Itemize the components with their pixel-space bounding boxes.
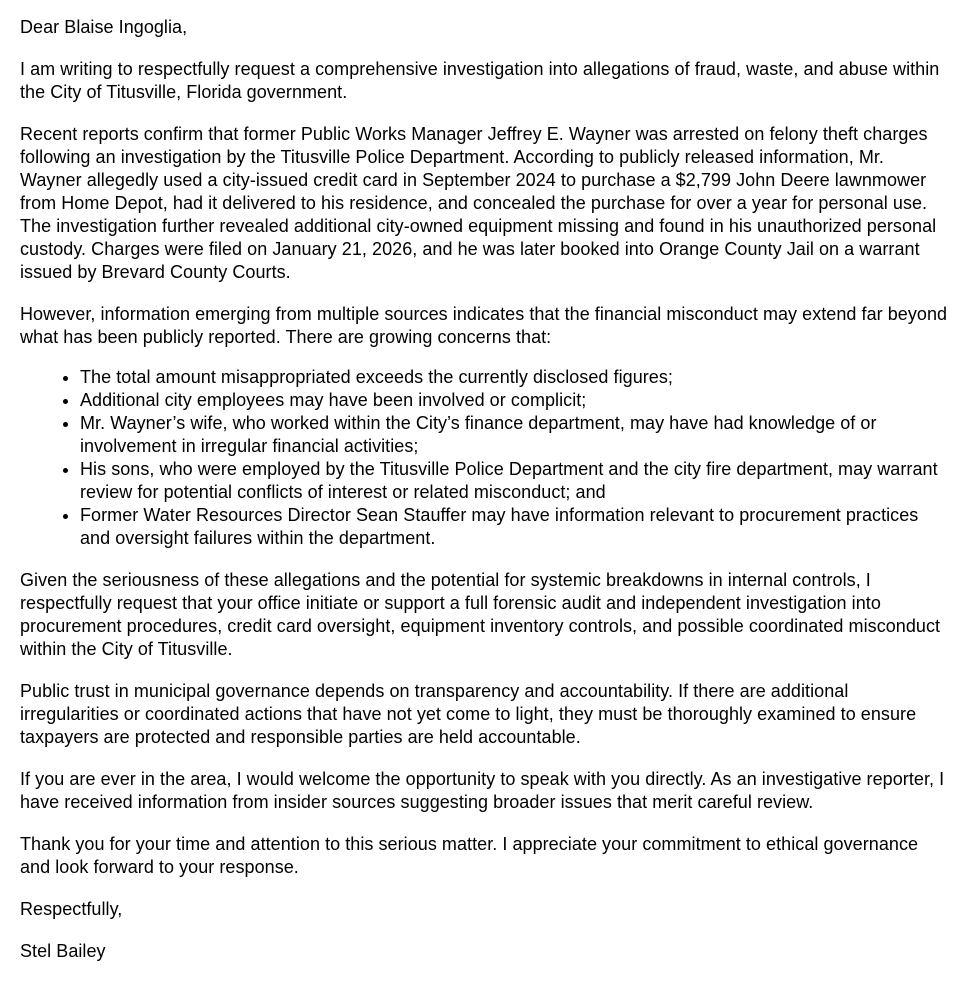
signature-name: Stel Bailey (20, 941, 106, 961)
thank-you-paragraph: Thank you for your time and attention to this serious matter. I appreciate your commitment to ethical governance and look forward to your response. (20, 834, 919, 877)
background-paragraph: Recent reports confirm that former Public Works Manager Jeffrey E. Wayner was arrested on felony theft charges following an investigation by the Titusville Police Department. According to publicly released information, Mr. Wayner allegedly used a city-issued credit card in September 2024 to purchase a $2,799 John Deere lawnmower from Home Depot, had it delivered to his residence, and concealed the purchase for over a year for personal use. The investigation further revealed additional city-owned equipment missing and found in his unauthorized personal custody. Charges were filed on January 21, 2026, and he was later booked into Orange County Jail on a warrant issued by Brevard County Courts. (20, 124, 937, 282)
list-item: • Mr. Wayner’s wife, who worked within the City’s finance department, may have had knowledge of or involvement in irregular financial activities; (80, 412, 948, 458)
meeting-paragraph: If you are ever in the area, I would welcome the opportunity to speak with you directly. As an investigative reporter, I have received information from insider sources suggesting broader issues that merit careful review. (20, 769, 945, 812)
concerns-list (20, 366, 948, 550)
intro-paragraph: I am writing to respectfully request a comprehensive investigation into allegations of fraud, waste, and abuse within the City of Titusville, Florida government. (20, 59, 940, 102)
list-item: • The total amount misappropriated exceeds the currently disclosed figures; (80, 366, 948, 389)
signoff: Respectfully, (20, 899, 123, 919)
list-item: • Former Water Resources Director Sean Stauffer may have information relevant to procurement practices and oversight failures within the department. (80, 504, 948, 550)
request-paragraph: Given the seriousness of these allegations and the potential for systemic breakdowns in internal controls, I respectfully request that your office initiate or support a full forensic audit and independent investigation into procurement procedures, credit card oversight, equipment inventory controls, and possible coordinated misconduct within the City of Titusville. (20, 570, 941, 659)
salutation: Dear Blaise Ingoglia, (20, 17, 188, 37)
public-trust-paragraph: Public trust in municipal governance depends on transparency and accountability. If there are additional irregularities or coordinated actions that have not yet come to light, they must be thoroughly examined to ensure taxpayers are protected and responsible parties are held accountable. (20, 681, 917, 747)
concerns-intro-paragraph: However, information emerging from multiple sources indicates that the financial misconduct may extend far beyond what has been publicly reported. There are growing concerns that: (20, 304, 948, 347)
list-item: • Additional city employees may have been involved or complicit; (80, 389, 948, 412)
list-item: • His sons, who were employed by the Titusville Police Department and the city fire department, may warrant review for potential conflicts of interest or related misconduct; and (80, 458, 948, 504)
